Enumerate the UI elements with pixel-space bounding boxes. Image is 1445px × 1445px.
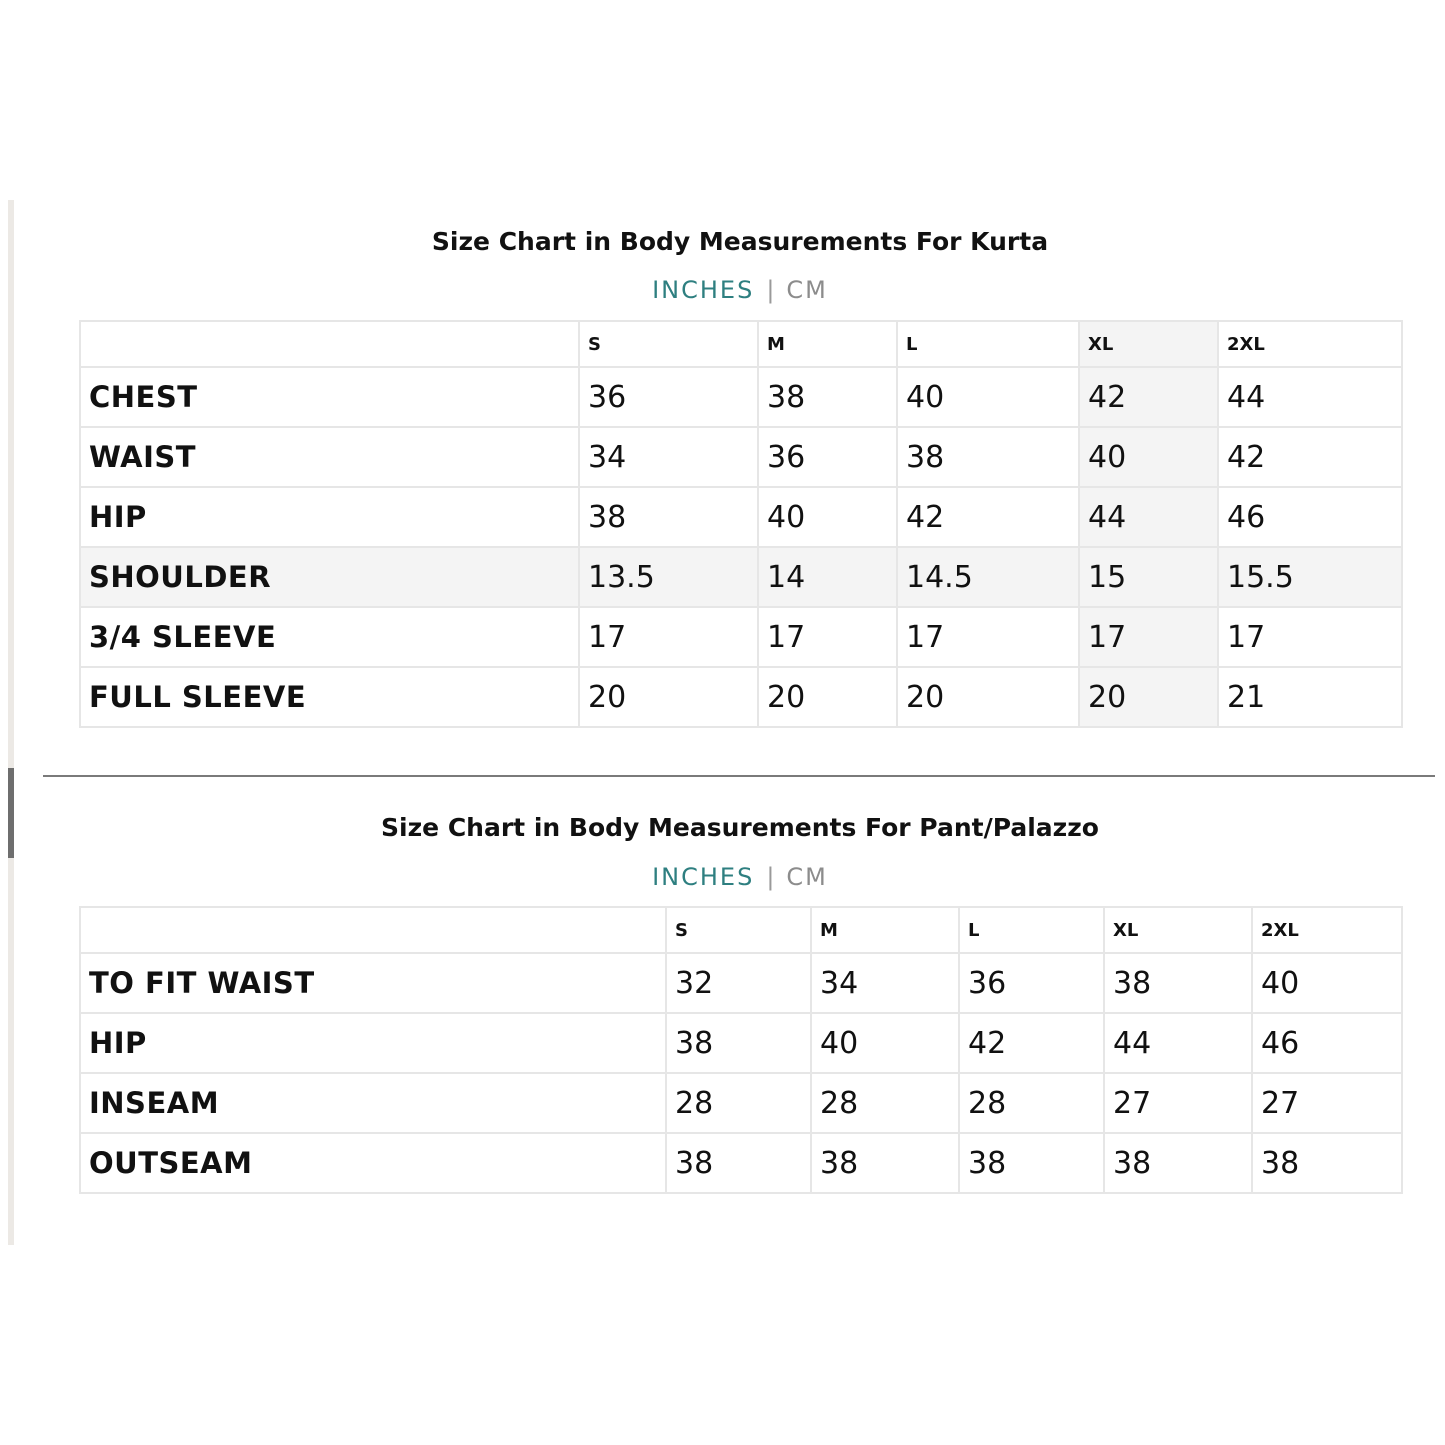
table-cell: 28 [811, 1073, 959, 1133]
table-header-row [80, 321, 1402, 367]
table-cell: 32 [666, 953, 811, 1013]
table-row [80, 1073, 1402, 1133]
header-cell-empty [80, 321, 579, 367]
header-cell-m: M [758, 321, 897, 367]
table-cell: 34 [579, 427, 758, 487]
table-cell: 20 [579, 667, 758, 727]
header-cell-empty [80, 907, 666, 953]
table-cell: 40 [811, 1013, 959, 1073]
table-row [80, 1133, 1402, 1193]
kurta-unit-switch [0, 275, 1445, 305]
table-cell: 38 [666, 1133, 811, 1193]
header-cell-s: S [579, 321, 758, 367]
table-cell: 46 [1218, 487, 1402, 547]
table-cell: 17 [1218, 607, 1402, 667]
kurta-cm-toggle[interactable]: CM [786, 276, 828, 304]
table-cell: 42 [897, 487, 1079, 547]
table-cell: 46 [1252, 1013, 1402, 1073]
header-cell-s: S [666, 907, 811, 953]
scrollbar-track[interactable] [8, 200, 14, 1245]
table-cell: 28 [959, 1073, 1104, 1133]
pant-inches-toggle[interactable]: INCHES [652, 863, 755, 891]
row-label: HIP [80, 487, 579, 547]
table-cell: 38 [579, 487, 758, 547]
table-cell: 38 [1252, 1133, 1402, 1193]
table-cell: 36 [959, 953, 1104, 1013]
row-label: WAIST [80, 427, 579, 487]
row-label: INSEAM [80, 1073, 666, 1133]
table-row [80, 487, 1402, 547]
pant-size-chart-title: Size Chart in Body Measurements For Pant/Palazzo [381, 813, 1099, 842]
table-cell: 17 [579, 607, 758, 667]
table-cell: 20 [758, 667, 897, 727]
header-cell-xl: XL [1079, 321, 1218, 367]
unit-separator: | [766, 863, 775, 891]
pant-unit-switch [0, 862, 1445, 892]
table-cell: 40 [897, 367, 1079, 427]
header-cell-l: L [959, 907, 1104, 953]
section-divider [43, 775, 1435, 777]
table-cell: 44 [1218, 367, 1402, 427]
table-row [80, 1013, 1402, 1073]
table-cell: 38 [666, 1013, 811, 1073]
header-cell-2xl: 2XL [1218, 321, 1402, 367]
table-cell: 36 [579, 367, 758, 427]
table-cell: 38 [758, 367, 897, 427]
table-row [80, 367, 1402, 427]
table-cell: 27 [1252, 1073, 1402, 1133]
table-cell: 27 [1104, 1073, 1252, 1133]
header-cell-2xl: 2XL [1252, 907, 1402, 953]
table-cell: 15 [1079, 547, 1218, 607]
table-cell: 17 [897, 607, 1079, 667]
table-cell: 36 [758, 427, 897, 487]
table-row [80, 953, 1402, 1013]
row-label: FULL SLEEVE [80, 667, 579, 727]
table-cell: 38 [897, 427, 1079, 487]
header-cell-m: M [811, 907, 959, 953]
table-cell: 38 [811, 1133, 959, 1193]
table-cell: 38 [959, 1133, 1104, 1193]
table-cell: 14.5 [897, 547, 1079, 607]
kurta-size-chart-title: Size Chart in Body Measurements For Kurta [431, 227, 1049, 256]
kurta-size-table [79, 320, 1403, 728]
header-cell-xl: XL [1104, 907, 1252, 953]
table-cell: 14 [758, 547, 897, 607]
table-cell: 15.5 [1218, 547, 1402, 607]
table-header-row [80, 907, 1402, 953]
table-cell: 40 [1252, 953, 1402, 1013]
table-cell: 21 [1218, 667, 1402, 727]
table-row [80, 607, 1402, 667]
table-cell: 44 [1104, 1013, 1252, 1073]
table-cell: 17 [1079, 607, 1218, 667]
table-cell: 42 [1079, 367, 1218, 427]
table-cell: 44 [1079, 487, 1218, 547]
kurta-inches-toggle[interactable]: INCHES [652, 276, 755, 304]
table-cell: 20 [897, 667, 1079, 727]
row-label: SHOULDER [80, 547, 579, 607]
table-cell: 20 [1079, 667, 1218, 727]
header-cell-l: L [897, 321, 1079, 367]
table-cell: 28 [666, 1073, 811, 1133]
table-row [80, 427, 1402, 487]
table-cell: 40 [1079, 427, 1218, 487]
table-cell: 34 [811, 953, 959, 1013]
table-cell: 42 [959, 1013, 1104, 1073]
row-label: HIP [80, 1013, 666, 1073]
table-cell: 42 [1218, 427, 1402, 487]
table-cell: 38 [1104, 953, 1252, 1013]
pant-size-table [79, 906, 1403, 1194]
row-label: TO FIT WAIST [80, 953, 666, 1013]
table-cell: 17 [758, 607, 897, 667]
table-cell: 40 [758, 487, 897, 547]
row-label: CHEST [80, 367, 579, 427]
table-row [80, 547, 1402, 607]
row-label: OUTSEAM [80, 1133, 666, 1193]
table-cell: 13.5 [579, 547, 758, 607]
table-cell: 38 [1104, 1133, 1252, 1193]
table-row [80, 667, 1402, 727]
unit-separator: | [766, 276, 775, 304]
pant-cm-toggle[interactable]: CM [786, 863, 828, 891]
row-label: 3/4 SLEEVE [80, 607, 579, 667]
